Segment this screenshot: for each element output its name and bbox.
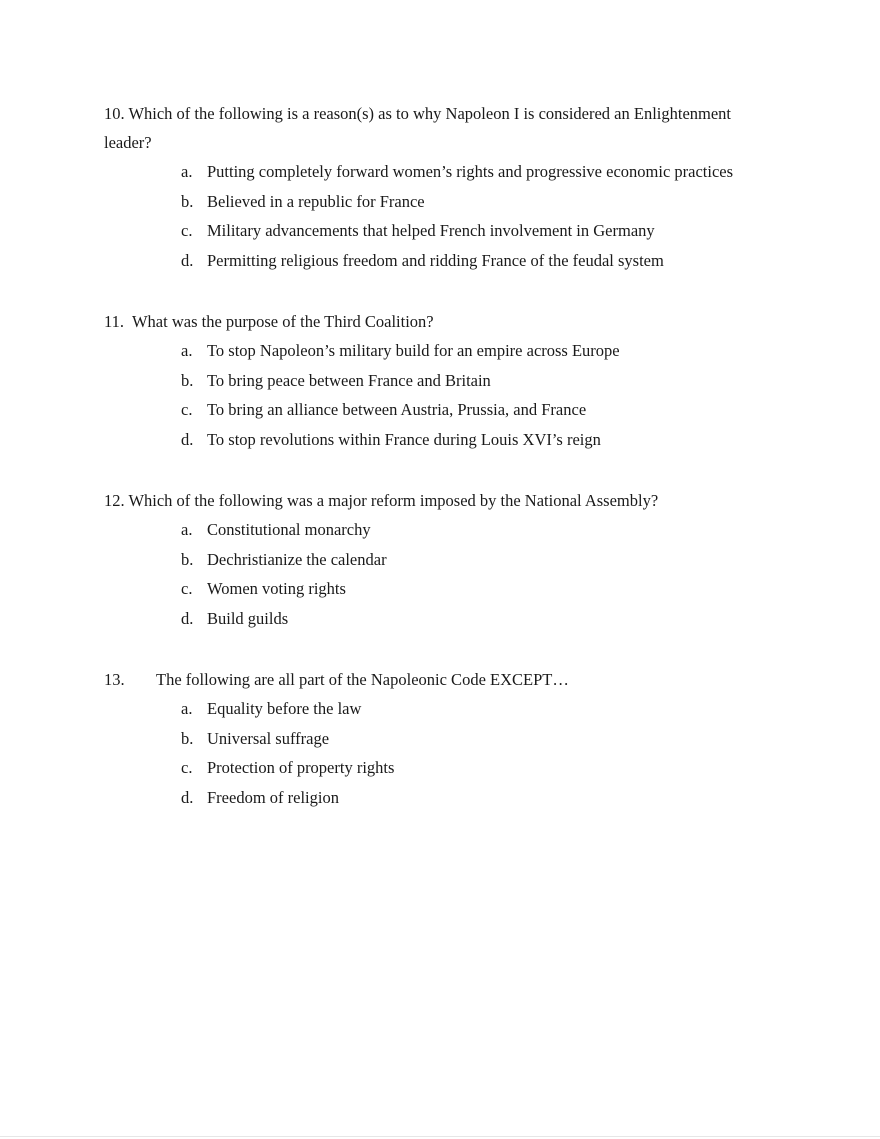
option-text: Dechristianize the calendar (207, 549, 387, 569)
question-prompt: Which of the following was a major reform imposed by the National Assembly? (128, 491, 659, 510)
option-letter: b. (181, 370, 194, 390)
question-number: 11. (104, 312, 125, 331)
option-text: Universal suffrage (207, 728, 330, 748)
option-letter: d. (181, 430, 194, 450)
option-d (104, 425, 774, 455)
question-12 (104, 486, 774, 634)
option-a (104, 157, 774, 187)
option-a (104, 694, 774, 724)
option-text: Believed in a republic for France (207, 191, 425, 211)
option-b (104, 366, 774, 396)
question-number: 13. (104, 670, 125, 689)
option-text: Equality before the law (207, 699, 362, 718)
option-letter: c. (181, 758, 193, 778)
question-number: 10. (104, 104, 125, 123)
option-letter: c. (181, 221, 193, 241)
question-10-options (104, 157, 774, 276)
option-text: To bring peace between France and Britain (207, 370, 491, 390)
option-text: Constitutional monarchy (207, 520, 371, 539)
option-letter: a. (181, 699, 193, 718)
option-d (104, 604, 774, 634)
option-c (104, 574, 774, 604)
option-text: Military advancements that helped French involvement in Germany (207, 221, 655, 241)
question-11 (104, 307, 774, 455)
option-text: Freedom of religion (207, 788, 339, 808)
option-text: To bring an alliance between Austria, Prussia, and France (207, 400, 587, 420)
option-letter: b. (181, 728, 194, 748)
option-letter: d. (181, 788, 194, 808)
option-c (104, 395, 774, 425)
question-11-options (104, 336, 774, 455)
option-b (104, 187, 774, 217)
option-b (104, 545, 774, 575)
question-10 (104, 99, 774, 276)
option-letter: c. (181, 579, 193, 599)
option-letter: a. (181, 341, 193, 360)
option-letter: c. (181, 400, 193, 420)
option-d (104, 783, 774, 813)
option-letter: a. (181, 520, 193, 539)
option-b (104, 724, 774, 754)
question-prompt: The following are all part of the Napoleonic Code EXCEPT… (156, 670, 569, 689)
option-text: To stop Napoleon’s military build for an empire across Europe (207, 341, 620, 360)
question-12-options (104, 515, 774, 634)
option-letter: b. (181, 549, 194, 569)
question-prompt: Which of the following is a reason(s) as to why Napoleon I is considered an Enlightenment leader? (104, 104, 732, 152)
question-13 (104, 665, 774, 813)
option-d (104, 246, 774, 276)
option-text: Putting completely forward women’s rights and progressive economic practices (207, 162, 734, 181)
option-letter: d. (181, 251, 194, 271)
option-text: Build guilds (207, 609, 289, 629)
option-letter: a. (181, 162, 193, 181)
question-12-text (104, 486, 774, 515)
question-13-text (104, 665, 774, 694)
question-number: 12. (104, 491, 125, 510)
page-bottom-edge (0, 1136, 880, 1137)
question-13-options (104, 694, 774, 813)
option-c (104, 753, 774, 783)
option-text: Permitting religious freedom and ridding France of the feudal system (207, 251, 664, 271)
option-letter: d. (181, 609, 194, 629)
question-prompt: What was the purpose of the Third Coalition? (131, 312, 434, 331)
option-text: Protection of property rights (207, 758, 395, 778)
option-text: To stop revolutions within France during Louis XVI’s reign (207, 430, 601, 450)
question-11-text (104, 307, 774, 336)
option-a (104, 515, 774, 545)
option-c (104, 216, 774, 246)
option-text: Women voting rights (207, 579, 346, 599)
question-10-text (104, 99, 774, 157)
option-a (104, 336, 774, 366)
option-letter: b. (181, 191, 194, 211)
